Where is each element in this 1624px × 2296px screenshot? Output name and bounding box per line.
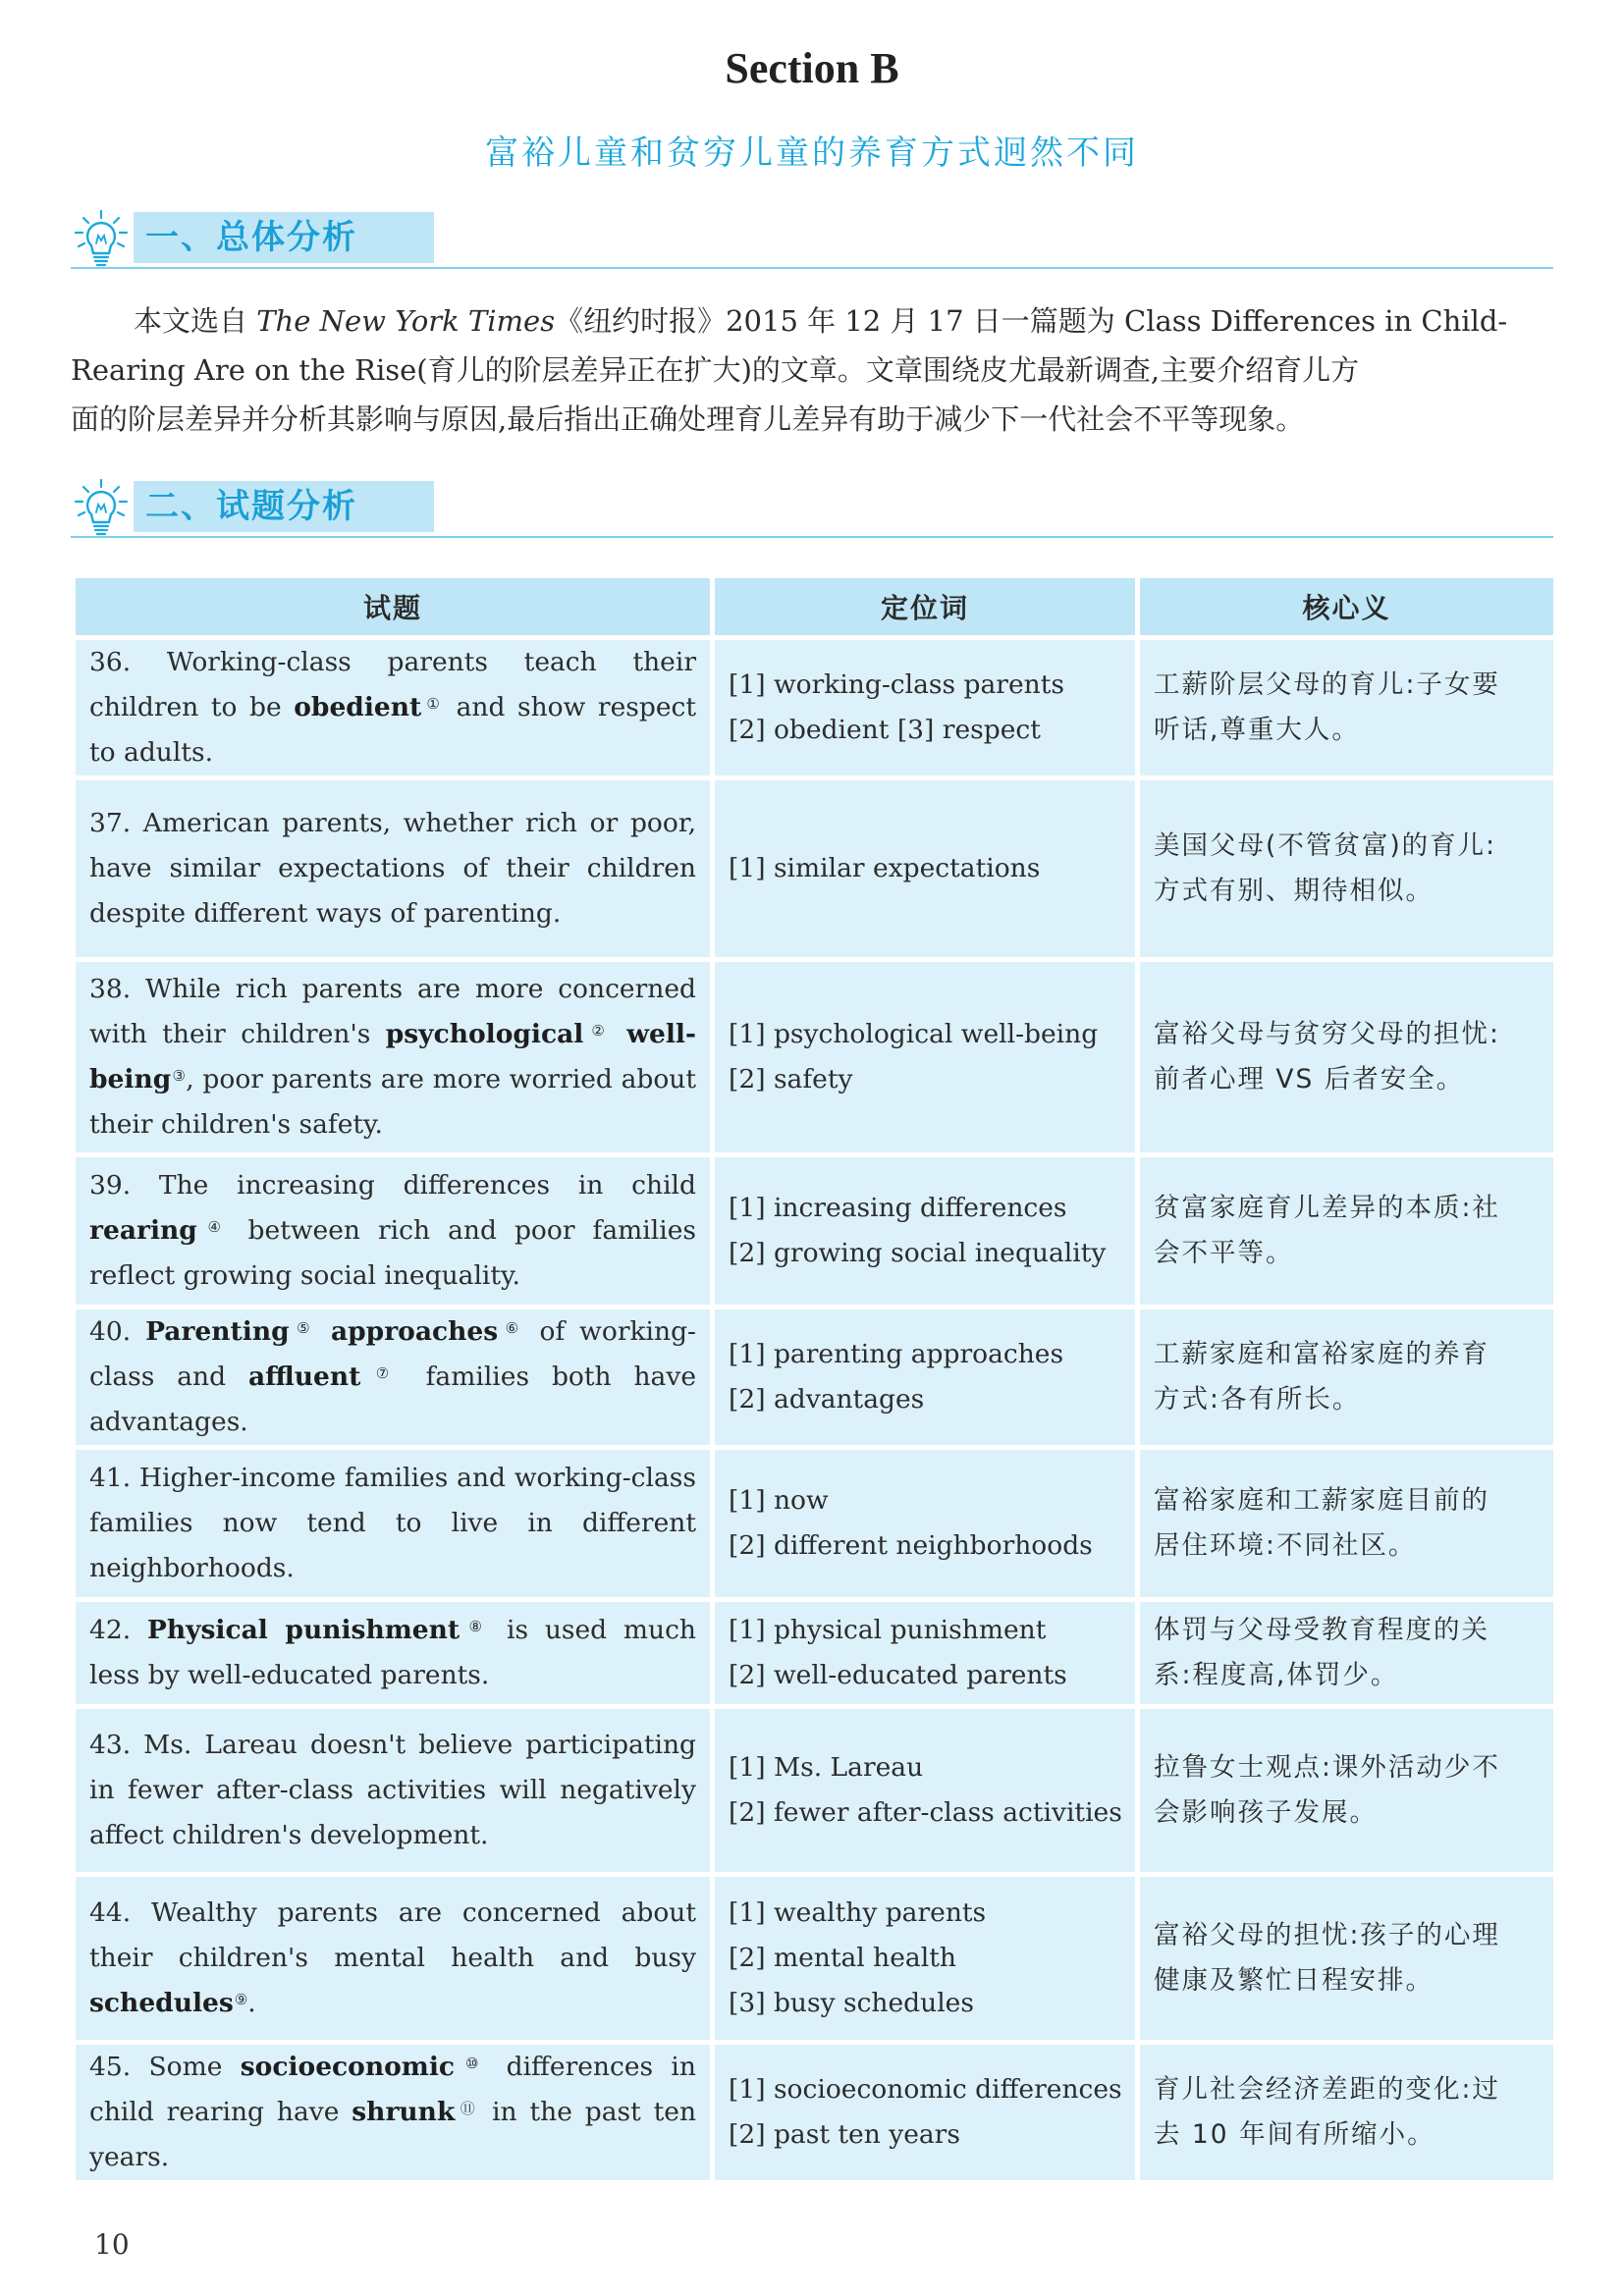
question-cell (76, 1157, 710, 1305)
locator-item: [1] Ms. Lareau (729, 1752, 924, 1783)
intro-text: 《纽约时报》2015 年 12 月 17 日一篇题为 Class Differences in Child- (555, 304, 1508, 338)
locator-item: [2] well-educated parents (729, 1660, 1067, 1690)
locator-cell (715, 1602, 1135, 1704)
question-text: 45. Some (89, 2052, 241, 2082)
intro-line-2: Rearing Are on the Rise(育儿的阶层差异正在扩大)的文章。文章围绕皮尤最新调查,主要介绍育儿方 (71, 353, 1360, 387)
question-text: differences in child rearing have (89, 2052, 696, 2127)
question-analysis-table (71, 573, 1558, 2185)
meaning-line: 系:程度高,体罚少。 (1154, 1660, 1399, 1690)
lightbulb-icon (71, 208, 132, 271)
locator-cell (715, 2045, 1135, 2180)
question-cell (76, 1877, 710, 2040)
header-locator-words: 定位词 (715, 578, 1135, 635)
question-text: in the past ten years. (89, 2097, 697, 2172)
heading-label: 二、试题分析 (145, 487, 357, 526)
locator-item: [2] past ten years (729, 2119, 960, 2150)
keyword-bold: shrunk (352, 2097, 456, 2127)
meaning-line: 拉鲁女士观点:课外活动少不 (1154, 1752, 1500, 1783)
locator-cell (715, 962, 1135, 1152)
question-text: 43. Ms. Lareau doesn't believe participating in fewer after-class activities will negatively affect children's development. (89, 1730, 696, 1850)
meaning-line: 育儿社会经济差距的变化:过 (1154, 2074, 1500, 2105)
meaning-line: 去 10 年间有所缩小。 (1154, 2119, 1435, 2150)
question-cell (76, 2045, 710, 2180)
question-text: families both have advantages. (89, 1362, 697, 1437)
page-number: 10 (94, 2228, 130, 2261)
lightbulb-icon (71, 477, 132, 540)
question-cell (76, 780, 710, 957)
table-row (76, 1877, 1553, 2040)
question-cell (76, 1450, 710, 1597)
question-cell (76, 962, 710, 1152)
question-text (316, 1316, 331, 1347)
locator-item: [1] similar expectations (729, 853, 1041, 883)
intro-paragraph (71, 296, 1553, 444)
question-text: 44. Wealthy parents are concerned about their children's mental health and busy (89, 1897, 696, 1973)
newspaper-title: The New York Times (256, 304, 556, 338)
footnote-marker: ④ (197, 1218, 231, 1236)
meaning-line: 富裕家庭和工薪家庭目前的 (1154, 1485, 1489, 1516)
locator-item: [1] psychological well-being (729, 1019, 1099, 1049)
question-text: 38. While rich parents are more concerned with their children's (89, 974, 696, 1049)
meaning-line: 工薪家庭和富裕家庭的养育 (1154, 1339, 1489, 1369)
meaning-line: 会不平等。 (1154, 1238, 1294, 1268)
meaning-line: 会影响孩子发展。 (1154, 1797, 1378, 1828)
meaning-line: 听话,尊重大人。 (1154, 715, 1360, 745)
question-text: 39. The increasing differences in child (89, 1170, 696, 1201)
locator-item: [1] working-class parents (729, 669, 1064, 700)
table-header-row (76, 578, 1553, 635)
question-text: is used much less by well-educated parents. (89, 1615, 696, 1690)
heading-rule (71, 536, 1553, 538)
footnote-marker: ⑥ (499, 1319, 525, 1337)
locator-item: [2] safety (729, 1064, 853, 1095)
meaning-cell (1140, 1157, 1553, 1305)
keyword-bold: well-being (89, 1019, 696, 1095)
question-text: 36. Working-class parents teach their children to be (89, 647, 696, 722)
meaning-line: 富裕父母的担忧:孩子的心理 (1154, 1920, 1500, 1950)
footnote-marker: ⑨ (234, 1991, 248, 2008)
meaning-line: 居住环境:不同社区。 (1154, 1530, 1417, 1561)
footnote-marker: ⑦ (361, 1364, 404, 1382)
table-row (76, 1602, 1553, 1704)
section-subtitle: 富裕儿童和贫穷儿童的养育方式迥然不同 (485, 133, 1139, 173)
locator-item: [2] mental health (729, 1943, 956, 1973)
meaning-line: 前者心理 VS 后者安全。 (1154, 1064, 1465, 1095)
table-row (76, 640, 1553, 775)
question-text: . (247, 1988, 256, 2018)
question-cell (76, 1709, 710, 1872)
locator-item: [1] wealthy parents (729, 1897, 987, 1928)
locator-item: [2] advantages (729, 1384, 925, 1415)
meaning-line: 工薪阶层父母的育儿:子女要 (1154, 669, 1500, 700)
question-cell (76, 1309, 710, 1445)
meaning-cell (1140, 780, 1553, 957)
locator-item: [2] growing social inequality (729, 1238, 1107, 1268)
keyword-bold: Physical punishment (146, 1615, 460, 1645)
keyword-bold: socioeconomic (240, 2052, 456, 2082)
question-cell (76, 640, 710, 775)
footnote-marker: ③ (172, 1067, 187, 1085)
locator-item: [1] physical punishment (729, 1615, 1047, 1645)
keyword-bold: rearing (89, 1215, 197, 1246)
meaning-cell (1140, 962, 1553, 1152)
locator-item: [1] now (729, 1485, 829, 1516)
table-row (76, 1157, 1553, 1305)
header-core-meaning: 核心义 (1140, 578, 1553, 635)
heading-overall-analysis (71, 208, 1553, 267)
intro-line-3: 面的阶层差异并分析其影响与原因,最后指出正确处理育儿差异有助于减少下一代社会不平等现象。 (71, 402, 1305, 436)
question-cell (76, 1602, 710, 1704)
footnote-marker: ⑤ (290, 1319, 317, 1337)
meaning-line: 方式:各有所长。 (1154, 1384, 1361, 1415)
keyword-bold: schedules (89, 1988, 234, 2018)
locator-item: [3] busy schedules (729, 1988, 974, 2018)
keyword-bold: Parenting (145, 1316, 290, 1347)
question-text: 37. American parents, whether rich or poor, have similar expectations of their children despite different ways of parenting. (89, 808, 696, 929)
meaning-cell (1140, 640, 1553, 775)
question-text: between rich and poor families reflect growing social inequality. (89, 1215, 696, 1291)
heading-rule (71, 267, 1553, 269)
question-text: 42. (89, 1615, 147, 1645)
table-row (76, 2045, 1553, 2180)
footnote-marker: ⑩ (456, 2055, 489, 2072)
meaning-line: 方式有别、期待相似。 (1154, 876, 1434, 906)
table-row (76, 780, 1553, 957)
locator-cell (715, 1877, 1135, 2040)
table-body (76, 640, 1553, 2180)
meaning-line: 富裕父母与贫穷父母的担忧: (1154, 1019, 1500, 1049)
locator-cell (715, 1450, 1135, 1597)
locator-item: [1] increasing differences (729, 1193, 1067, 1223)
question-text: 40. (89, 1316, 146, 1347)
meaning-cell (1140, 1877, 1553, 2040)
meaning-cell (1140, 1709, 1553, 1872)
footnote-marker: ⑧ (460, 1618, 491, 1635)
meaning-line: 健康及繁忙日程安排。 (1154, 1965, 1434, 1996)
locator-cell (715, 1709, 1135, 1872)
section-title: Section B (725, 44, 899, 92)
footnote-marker: ⑪ (456, 2100, 480, 2117)
locator-cell (715, 640, 1135, 775)
locator-item: [2] different neighborhoods (729, 1530, 1093, 1561)
heading-question-analysis (71, 477, 1553, 536)
locator-item: [2] fewer after-class activities (729, 1797, 1122, 1828)
meaning-cell (1140, 1309, 1553, 1445)
intro-text: 本文选自 (134, 304, 257, 338)
keyword-bold: obedient (294, 692, 422, 722)
meaning-line: 美国父母(不管贫富)的育儿: (1154, 830, 1497, 861)
heading-label: 一、总体分析 (145, 218, 357, 257)
locator-item: [1] parenting approaches (729, 1339, 1064, 1369)
question-text: and show respect to adults. (89, 692, 696, 768)
meaning-cell (1140, 1450, 1553, 1597)
header-question: 试题 (76, 578, 710, 635)
meaning-cell (1140, 1602, 1553, 1704)
footnote-marker: ① (422, 695, 445, 713)
meaning-line: 贫富家庭育儿差异的本质:社 (1154, 1193, 1500, 1223)
keyword-bold: affluent (247, 1362, 361, 1392)
locator-cell (715, 780, 1135, 957)
table-row (76, 1309, 1553, 1445)
table-row (76, 1450, 1553, 1597)
keyword-bold: psychological (385, 1019, 584, 1049)
locator-item: [2] obedient [3] respect (729, 715, 1041, 745)
question-text: of working-class and (89, 1316, 697, 1392)
locator-cell (715, 1309, 1135, 1445)
footnote-marker: ② (584, 1022, 612, 1040)
question-text (612, 1019, 626, 1049)
locator-cell (715, 1157, 1135, 1305)
question-text: , poor parents are more worried about their children's safety. (89, 1064, 697, 1140)
table-row (76, 962, 1553, 1152)
meaning-line: 体罚与父母受教育程度的关 (1154, 1615, 1489, 1645)
table-row (76, 1709, 1553, 1872)
question-text: 41. Higher-income families and working-class families now tend to live in different neighborhoods. (89, 1463, 696, 1583)
locator-item: [1] socioeconomic differences (729, 2074, 1122, 2105)
intro-line-1 (71, 296, 1553, 346)
keyword-bold: approaches (330, 1316, 499, 1347)
meaning-cell (1140, 2045, 1553, 2180)
